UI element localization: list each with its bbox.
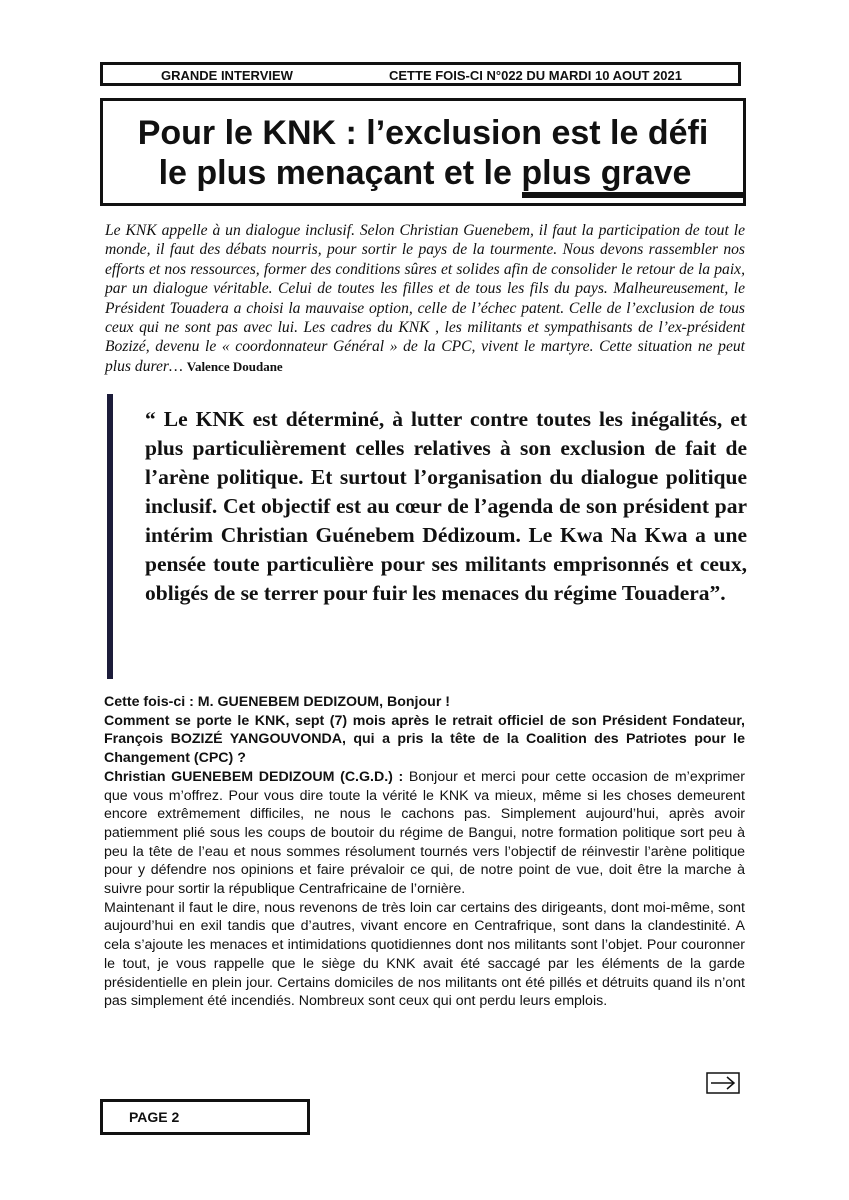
page-number-box bbox=[100, 1099, 310, 1135]
interview-answer bbox=[104, 768, 745, 899]
headline-box bbox=[100, 98, 746, 206]
interview-question: Comment se porte le KNK, sept (7) mois après le retrait officiel de son Président Fondateur, François BOZIZÉ YANGOUVONDA, qui a pris la tête de la Coalition des Patriotes pour le Changement (CPC) ? bbox=[104, 712, 745, 767]
interview-greeting: Cette fois-ci : M. GUENEBEM DEDIZOUM, Bonjour ! bbox=[104, 694, 451, 710]
author-name: Valence Doudane bbox=[186, 358, 283, 374]
headline-line-2: le plus menaçant et le plus grave bbox=[158, 154, 692, 192]
interview-answer-continued: Maintenant il faut le dire, nous revenons de très loin car certains des dirigeants, dont moi-même, sont aujourd’hui en exil tandis que d’autres, vivant encore en Centrafrique, sont dans la clandestinité. A cela s’ajoute les menaces et intimidations quotidiennes dont nos militants sont l’objet. Pour couronner le tout, je vous rappelle que le siège du KNK avait été saccagé par les éléments de la garde présidentielle en plein jour. Certains domiciles de nos militants ont été pillés et détruits quand ils n’ont pas simplement été incendiés. Nombreux sont ceux qui ont perdu leurs emplois. bbox=[104, 899, 745, 1010]
speaker-name: Christian GUENEBEM DEDIZOUM (C.G.D.) : bbox=[104, 768, 404, 785]
issue-label: CETTE FOIS-CI N°022 DU MARDI 10 AOUT 2021 bbox=[389, 68, 682, 83]
headline-underline bbox=[522, 192, 746, 198]
lead-text: Le KNK appelle à un dialogue inclusif. Selon Christian Guenebem, il faut la participation de tout le monde, il faut des débats nourris, pour sortir le pays de la tourmente. Nous devons rassembler nos efforts et nos ressources, former des conditions sûres et solides afin de consolider le retour de la paix, par un dialogue véritable. Celui de toutes les filles et de tous les fils du pays. Malheureusement, le Président Touadera a choisi la mauvaise option, celle de l’échec patent. Celle de l’exclusion de tous ceux qui ne sont pas avec lui. Les cadres du KNK , les militants et sympathisants de l’ex-président Bozizé, devenu le « coordonnateur Général » de la CPC, vivent le martyre. Cette situation ne peut plus durer… bbox=[105, 222, 745, 375]
header-bar bbox=[100, 62, 741, 86]
pull-quote: “ Le KNK est déterminé, à lutter contre toutes les inégalités, et plus particulièrement celles relatives à son exclusion de fait de l’arène politique. Et surtout l’organisation du dialogue politique inclusif. Cet objectif est au cœur de l’agenda de son président par intérim Christian Guénebem Dédizoum. Le Kwa Na Kwa a une pensée toute particulière pour ses militants emprisonnés et ceux, obligés de se terrer pour fuir les menaces du régime Touadera”. bbox=[145, 407, 747, 605]
answer-text: Bonjour et merci pour cette occasion de m’exprimer que vous m’offrez. Pour vous dire toute la vérité le KNK va mieux, même si les choses demeurent encore extrêmement difficiles, ne nous le cachons pas. Simplement aujourd’hui, après avoir patiemment plié sous les coups de boutoir du régime de Bangui, notre formation politique sort peu à peu la tête de l’eau et nous sommes résolument tournés vers l’objectif de réinvestir l’arène politique pour y défendre nos opinions et faire prévaloir ce qui, de notre point de vue, doit être la marche à suivre pour sortir la république Centrafricaine de l’ornière. bbox=[104, 768, 745, 898]
section-label: GRANDE INTERVIEW bbox=[161, 68, 293, 83]
lead-paragraph bbox=[105, 221, 745, 376]
interview-body bbox=[104, 693, 745, 1011]
quote-bar bbox=[107, 394, 113, 679]
page-number: PAGE 2 bbox=[129, 1109, 180, 1125]
arrow-right-icon[interactable] bbox=[706, 1072, 740, 1094]
headline-line-1: Pour le KNK : l’exclusion est le défi bbox=[137, 114, 709, 152]
